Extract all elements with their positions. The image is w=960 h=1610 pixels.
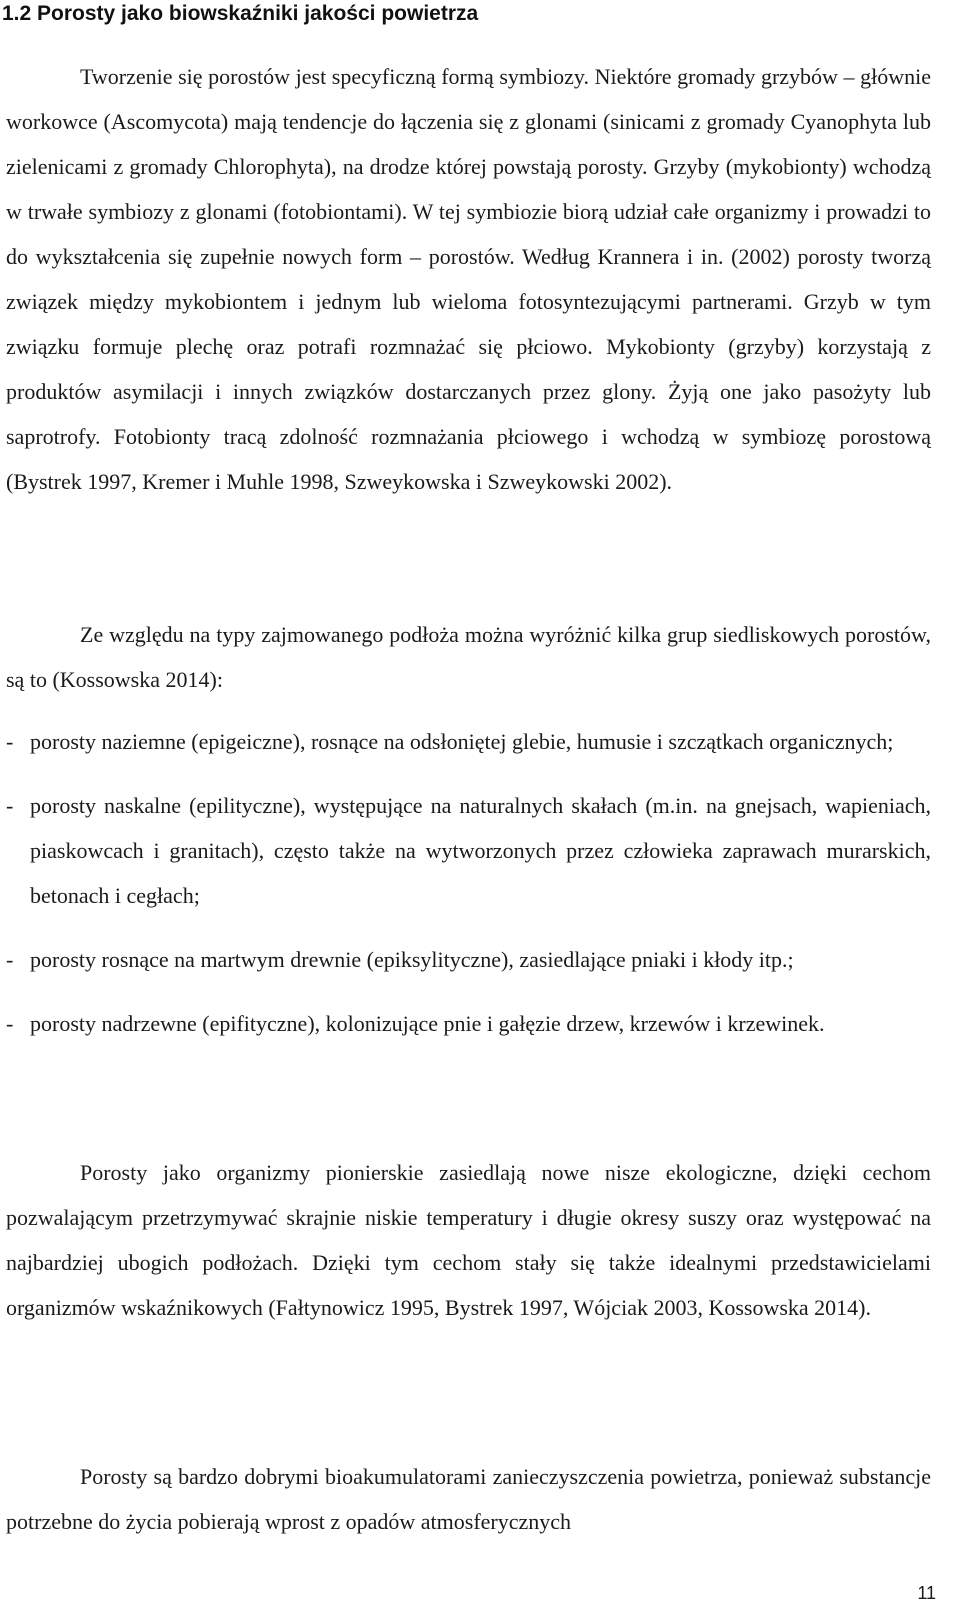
list-item-text: porosty naskalne (epilityczne), występujące na naturalnych skałach (m.in. na gnejsach, wapieniach, piaskowcach i granitach), często także na wytworzonych przez człowieka zaprawach murarskich, betonach i cegłach; [30, 793, 931, 908]
paragraph-text: Tworzenie się porostów jest specyficzną formą symbiozy. Niektóre gromady grzybów – głównie workowce (Ascomycota) mają tendencje do łączenia się z glonami (sinicami z gromady Cyanophyta lub zielenicami z gromady Chlorophyta), na drodze której powstają porosty. Grzyby (mykobionty) wchodzą w trwałe symbiozy z glonami (fotobiontami). W tej symbiozie biorą udział całe organizmy i prowadzi to do wykształcenia się zupełnie nowych form – porostów. Według Krannera i in. (2002) porosty tworzą związek między mykobiontem i jednym lub wieloma fotosyntezującymi partnerami. Grzyb w tym związku formuje plechę oraz potrafi rozmnażać się płciowo. Mykobionty (grzyby) korzystają z produktów asymilacji i innych związków dostarczanych przez glony. Żyją one jako pasożyty lub saprotrofy. Fotobionty tracą zdolność rozmnażania płciowego i wchodzą w symbiozę porostową (Bystrek 1997, Kremer i Muhle 1998, Szweykowska i Szweykowski 2002). [6, 64, 931, 494]
paragraph-text: Porosty jako organizmy pionierskie zasiedlają nowe nisze ekologiczne, dzięki cechom pozwalającym przetrzymywać skrajnie niskie temperatury i długie okresy suszy oraz występować na najbardziej ubogich podłożach. Dzięki tym cechom stały się także idealnymi przedstawicielami organizmów wskaźnikowych (Fałtynowicz 1995, Bystrek 1997, Wójciak 2003, Kossowska 2014). [6, 1160, 931, 1320]
lichen-groups-list [6, 719, 931, 1065]
list-dash: - [6, 793, 14, 818]
list-dash: - [6, 947, 14, 972]
paragraph-bioaccumulators [6, 1454, 931, 1544]
list-item-text: porosty rosnące na martwym drewnie (epiksylityczne), zasiedlające pniaki i kłody itp.; [30, 947, 794, 972]
list-item-text: porosty naziemne (epigeiczne), rosnące na odsłoniętej glebie, humusie i szczątkach organicznych; [30, 729, 894, 754]
paragraph-pioneer-organisms [6, 1150, 931, 1330]
list-item-text: porosty nadrzewne (epifityczne), kolonizujące pnie i gałęzie drzew, krzewów i krzewinek. [30, 1011, 825, 1036]
paragraph-lichen-symbiosis [6, 54, 931, 504]
list-item [6, 783, 931, 918]
paragraph-text: Ze względu na typy zajmowanego podłoża można wyróżnić kilka grup siedliskowych porostów, są to (Kossowska 2014): [6, 622, 931, 692]
page-number: 11 [917, 1583, 936, 1603]
list-item [6, 1001, 931, 1046]
paragraph-text: Porosty są bardzo dobrymi bioakumulatorami zanieczyszczenia powietrza, ponieważ substancje potrzebne do życia pobierają wprost z opadów atmosferycznych [6, 1464, 931, 1534]
paragraph-substrate-groups-intro [6, 612, 931, 702]
list-dash: - [6, 1011, 14, 1036]
list-dash: - [6, 729, 14, 754]
list-item [6, 937, 931, 982]
section-heading: 1.2 Porosty jako biowskaźniki jakości powietrza [2, 2, 479, 25]
list-item [6, 719, 931, 764]
